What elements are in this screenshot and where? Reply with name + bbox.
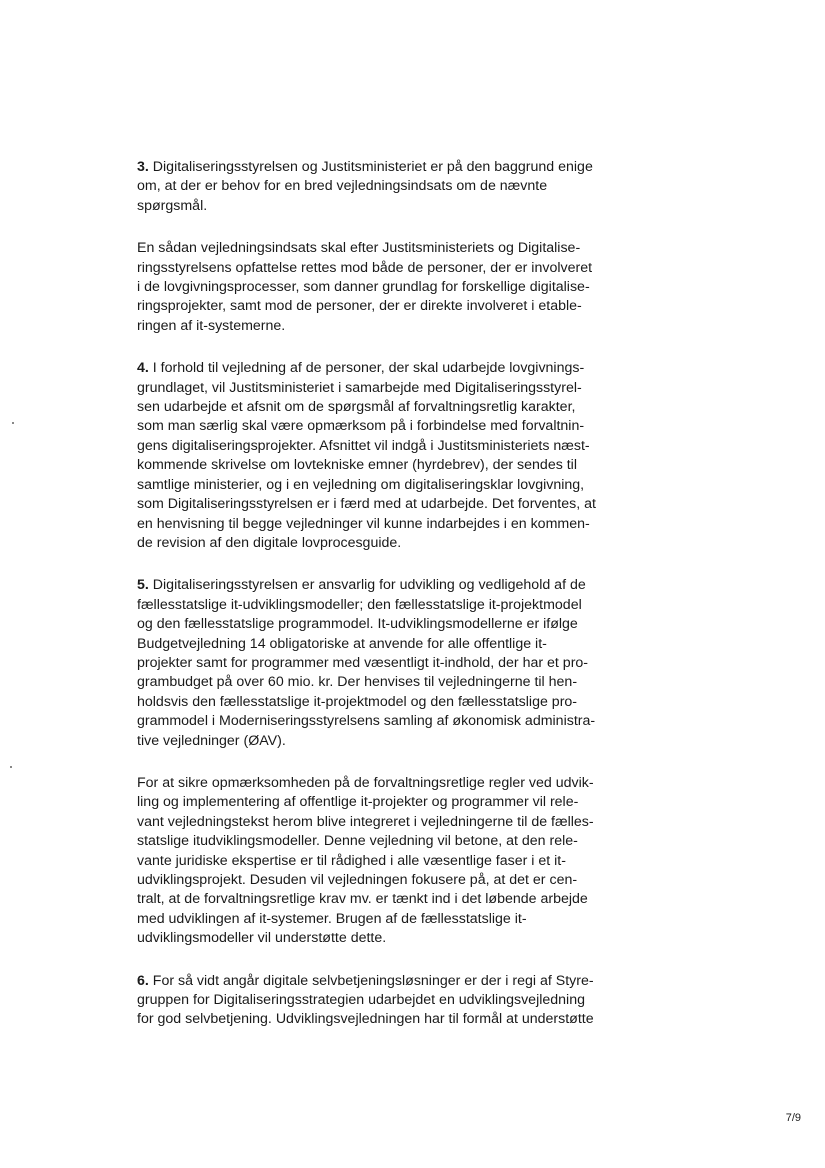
line-text: sen udarbejde et afsnit om de spørgsmål af forvaltningsretlig karakter, xyxy=(137,399,576,416)
text-line xyxy=(137,813,597,832)
page-number: 7/9 xyxy=(785,1112,801,1124)
paragraph-number: 6. xyxy=(137,972,149,989)
text-line xyxy=(137,972,597,991)
line-text: kommende skrivelse om lovtekniske emner (hyrdebrev), der sendes til xyxy=(137,457,577,474)
line-text: med udviklingen af it-systemer. Brugen af de fællesstatslige it- xyxy=(137,910,527,927)
line-text: om, at der er behov for en bred vejledningsindsats om de nævnte xyxy=(137,178,548,195)
text-line xyxy=(137,793,597,812)
line-text: som Digitaliseringsstyrelsen er i færd med at udarbejde. Det forventes, at xyxy=(137,496,596,513)
line-text: holdsvis den fællesstatslige it-projektmodel og den fællesstatslige pro- xyxy=(137,693,578,710)
text-line xyxy=(137,297,597,316)
line-text: ringsstyrelsens opfattelse rettes mod både de personer, der er involveret xyxy=(137,259,593,276)
line-text: for god selvbetjening. Udviklingsvejledningen har til formål at understøtte xyxy=(137,1011,594,1028)
paragraph xyxy=(137,576,597,751)
line-text: Digitaliseringsstyrelsen er ansvarlig for udvikling og vedligehold af de xyxy=(148,577,586,594)
text-line xyxy=(137,1010,597,1029)
text-line xyxy=(137,991,597,1010)
line-text: statslige itudviklingsmodeller. Denne vejledning vil betone, at den rele- xyxy=(137,833,578,850)
text-line xyxy=(137,693,597,712)
text-line xyxy=(137,654,597,673)
text-line xyxy=(137,774,597,793)
line-text: samtlige ministerier, og i en vejledning om digitaliseringsklar lovgivning, xyxy=(137,476,585,493)
line-text: tive vejledninger (ØAV). xyxy=(137,732,286,749)
text-line xyxy=(137,495,597,514)
scan-mark xyxy=(12,422,14,424)
paragraph-number: 5. xyxy=(137,577,149,594)
text-line xyxy=(137,732,597,751)
scan-mark xyxy=(10,766,12,768)
line-text: I forhold til vejledning af de personer, der skal udarbejde lovgivnings- xyxy=(148,360,585,377)
text-line xyxy=(137,359,597,378)
text-line xyxy=(137,852,597,871)
line-text: som man særlig skal være opmærksom på i forbindelse med forvaltnin- xyxy=(137,418,585,435)
line-text: vante juridiske ekspertise er til rådighed i alle væsentlige faser i et it- xyxy=(137,852,566,869)
text-line xyxy=(137,197,597,216)
text-line xyxy=(137,417,597,436)
text-line xyxy=(137,379,597,398)
line-text: grammodel i Moderniseringsstyrelsens samling af økonomisk administra- xyxy=(137,713,596,730)
text-line xyxy=(137,317,597,336)
line-text: vant vejledningstekst herom blive integreret i vejledningerne til de fælles- xyxy=(137,813,594,830)
paragraph xyxy=(137,774,597,949)
line-text: de revision af den digitale lovprocesguide. xyxy=(137,534,402,551)
line-text: fællesstatslige it-udviklingsmodeller; den fællesstatslige it-projektmodel xyxy=(137,596,582,613)
text-line xyxy=(137,929,597,948)
paragraph xyxy=(137,972,597,1030)
text-line xyxy=(137,476,597,495)
line-text: projekter samt for programmer med væsentligt it-indhold, der har et pro- xyxy=(137,654,589,671)
line-text: Digitaliseringsstyrelsen og Justitsministeriet er på den baggrund enige xyxy=(148,159,593,175)
line-text: ling og implementering af offentlige it-projekter og programmer vil rele- xyxy=(137,794,579,811)
line-text: ringen af it-systemerne. xyxy=(137,317,286,334)
text-line xyxy=(137,712,597,731)
paragraph xyxy=(137,158,597,216)
text-line xyxy=(137,534,597,553)
text-line xyxy=(137,278,597,297)
text-line xyxy=(137,673,597,692)
text-line xyxy=(137,615,597,634)
line-text: i de lovgivningsprocesser, som danner grundlag for forskellige digitalise- xyxy=(137,279,590,296)
text-line xyxy=(137,259,597,278)
paragraph xyxy=(137,239,597,336)
text-line xyxy=(137,871,597,890)
line-text: ringsprojekter, samt mod de personer, der er direkte involveret i etable- xyxy=(137,298,582,315)
paragraph-number: 4. xyxy=(137,360,149,377)
text-line xyxy=(137,890,597,909)
line-text: For at sikre opmærksomheden på de forvaltningsretlige regler ved udvik- xyxy=(137,774,594,791)
line-text: grundlaget, vil Justitsministeriet i samarbejde med Digitaliseringsstyrel- xyxy=(137,379,582,396)
line-text: tralt, at de forvaltningsretlige krav mv. er tænkt ind i det løbende arbejde xyxy=(137,891,588,908)
text-line xyxy=(137,596,597,615)
text-line xyxy=(137,239,597,258)
line-text: gens digitaliseringsprojekter. Afsnittet vil indgå i Justitsministeriets næst- xyxy=(137,437,590,454)
text-line xyxy=(137,910,597,929)
line-text: udviklingsmodeller vil understøtte dette. xyxy=(137,930,387,947)
text-line xyxy=(137,437,597,456)
text-line xyxy=(137,576,597,595)
text-line xyxy=(137,832,597,851)
text-line xyxy=(137,158,597,177)
line-text: og den fællesstatslige programmodel. It-udviklingsmodellerne er ifølge xyxy=(137,616,578,633)
text-line xyxy=(137,398,597,417)
line-text: grambudget på over 60 mio. kr. Der henvises til vejledningerne til hen- xyxy=(137,674,578,691)
text-line xyxy=(137,515,597,534)
line-text: gruppen for Digitaliseringsstrategien udarbejdet en udviklingsvejledning xyxy=(137,992,585,1009)
line-text: en henvisning til begge vejledninger vil kunne indarbejdes i en kommen- xyxy=(137,515,590,532)
line-text: En sådan vejledningsindsats skal efter Justitsministeriets og Digitalise- xyxy=(137,240,581,257)
paragraph-number: 3. xyxy=(137,159,149,175)
text-line xyxy=(137,635,597,654)
letter-body xyxy=(137,158,597,1053)
text-line xyxy=(137,456,597,475)
line-text: udviklingsprojekt. Desuden vil vejledningen fokusere på, at det er cen- xyxy=(137,872,578,888)
line-text: spørgsmål. xyxy=(137,197,208,214)
text-line xyxy=(137,177,597,196)
line-text: For så vidt angår digitale selvbetjeningsløsninger er der i regi af Styre- xyxy=(148,972,594,989)
line-text: Budgetvejledning 14 obligatoriske at anvende for alle offentlige it- xyxy=(137,635,547,652)
paragraph xyxy=(137,359,597,553)
